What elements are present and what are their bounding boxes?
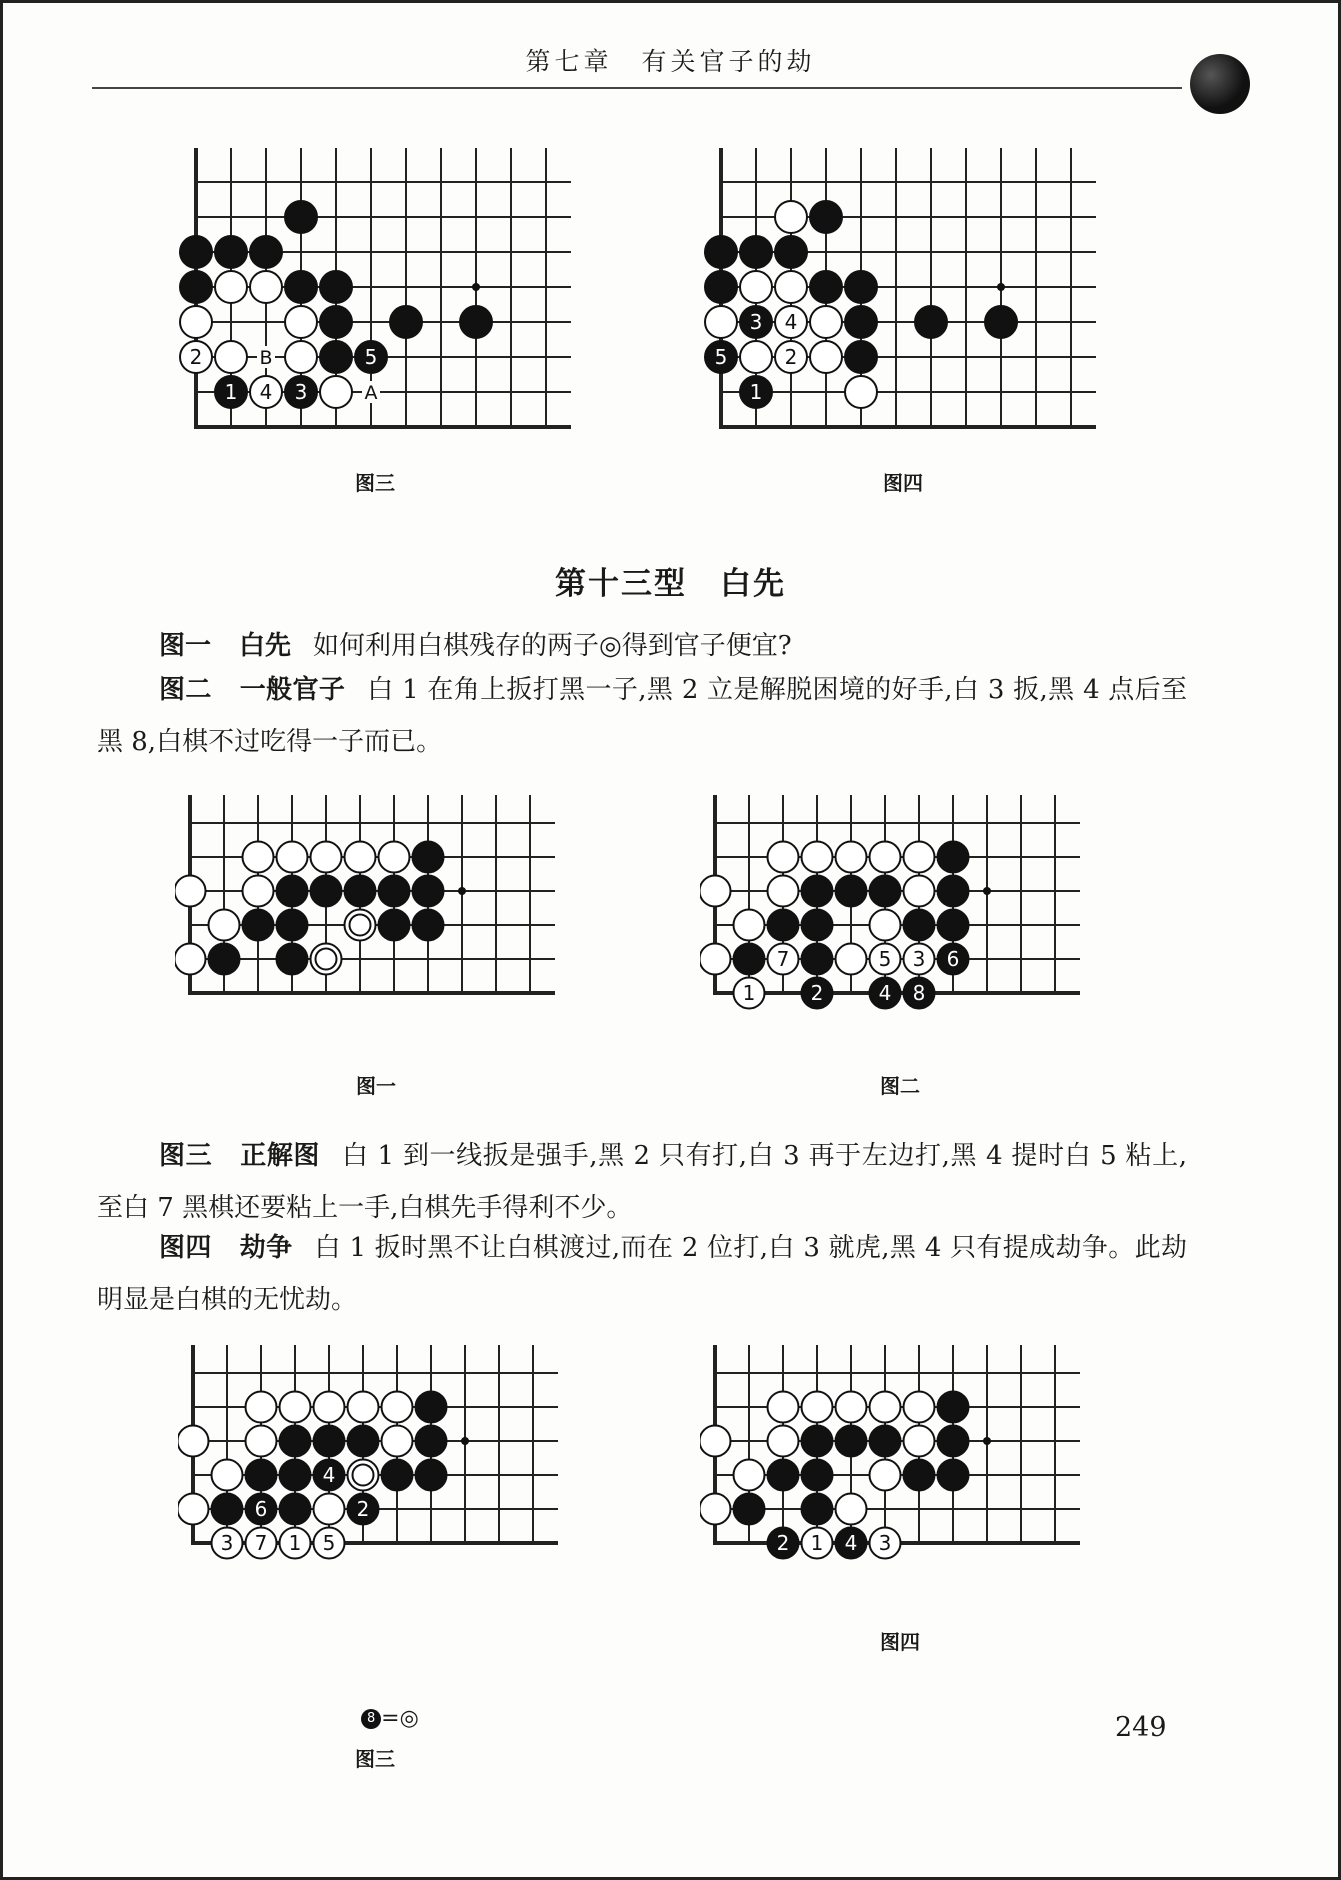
black-stone — [734, 1494, 765, 1525]
black-stone — [985, 306, 1017, 338]
white-stone — [320, 376, 352, 408]
white-stone — [740, 271, 772, 303]
star-point — [472, 283, 480, 291]
paragraph-4-text: 白 1 扳时黑不让白棋渡过,而在 2 位打,白 3 就虎,黑 4 只有提成劫争。此劫明显是白棋的无忧劫。 — [97, 1233, 1187, 1315]
stone-number: 5 — [878, 947, 892, 971]
white-stone — [768, 842, 799, 873]
white-stone — [802, 1392, 833, 1423]
paragraph-3-subtitle: 正解图 — [240, 1141, 321, 1171]
diagram-caption-mid-left: 图一 — [356, 1074, 396, 1098]
white-stone — [180, 306, 212, 338]
white-stone — [243, 876, 274, 907]
black-stone — [810, 201, 842, 233]
black-stone — [348, 1494, 379, 1525]
white-stone — [836, 842, 867, 873]
paragraph-2 — [97, 664, 1187, 768]
stone-number: 3 — [294, 380, 308, 404]
black-stone — [379, 910, 410, 941]
black-stone — [904, 910, 935, 941]
white-stone — [775, 201, 807, 233]
black-stone — [285, 201, 317, 233]
black-stone — [314, 1426, 345, 1457]
white-stone — [246, 1426, 277, 1457]
star-point — [983, 887, 991, 895]
header-rule — [92, 87, 1182, 89]
white-stone — [250, 271, 282, 303]
black-stone — [413, 910, 444, 941]
black-stone — [277, 944, 308, 975]
black-stone — [904, 978, 935, 1009]
white-stone — [810, 341, 842, 373]
black-stone — [314, 1460, 345, 1491]
white-stone — [277, 842, 308, 873]
white-stone — [904, 1392, 935, 1423]
black-stone — [802, 910, 833, 941]
white-stone — [775, 306, 807, 338]
white-stone — [870, 910, 901, 941]
black-stone — [413, 842, 444, 873]
white-stone — [215, 271, 247, 303]
stone-number: 2 — [356, 1497, 370, 1521]
black-stone — [740, 236, 772, 268]
black-stone — [460, 306, 492, 338]
white-stone — [209, 910, 240, 941]
black-stone — [180, 271, 212, 303]
diagram-caption-top-right: 图四 — [883, 471, 923, 495]
running-header: 第七章 有关官子的劫 — [525, 47, 816, 76]
point-label — [362, 381, 380, 404]
white-stone — [700, 944, 731, 975]
stone-number: 5 — [322, 1531, 336, 1555]
black-stone — [802, 944, 833, 975]
white-stone — [904, 1426, 935, 1457]
stone-number: 1 — [810, 1531, 824, 1555]
white-stone — [870, 1528, 901, 1559]
black-stone — [802, 876, 833, 907]
black-stone — [836, 1528, 867, 1559]
stone-number: A — [364, 382, 378, 404]
white-stone — [836, 1494, 867, 1525]
section-title: 第十三型 白先 — [555, 566, 786, 602]
white-stone — [175, 944, 206, 975]
white-stone — [314, 1392, 345, 1423]
black-stone — [870, 876, 901, 907]
black-stone — [390, 306, 422, 338]
star-point — [461, 1437, 469, 1445]
stone-number: 6 — [946, 947, 960, 971]
white-stone — [314, 1528, 345, 1559]
black-stone — [938, 876, 969, 907]
black-stone — [345, 876, 376, 907]
black-stone — [280, 1460, 311, 1491]
black-stone — [280, 1426, 311, 1457]
go-diagram-bottom-left — [178, 1345, 578, 1595]
white-stone — [311, 944, 342, 975]
stone-number: 1 — [749, 380, 763, 404]
paragraph-3-label: 图三 — [159, 1141, 213, 1171]
black-stone — [870, 978, 901, 1009]
black-stone — [938, 1392, 969, 1423]
go-diagram-mid-left — [175, 795, 575, 1045]
star-point — [458, 887, 466, 895]
white-stone — [768, 944, 799, 975]
white-stone — [311, 842, 342, 873]
white-stone — [904, 876, 935, 907]
white-stone — [734, 1460, 765, 1491]
stone-number: 2 — [189, 345, 203, 369]
black-stone — [768, 910, 799, 941]
black-stone — [938, 842, 969, 873]
white-stone — [345, 910, 376, 941]
white-stone — [345, 842, 376, 873]
black-stone — [280, 1494, 311, 1525]
black-stone — [802, 1460, 833, 1491]
white-stone — [740, 341, 772, 373]
white-stone — [180, 341, 212, 373]
stone-number: 5 — [364, 345, 378, 369]
black-stone — [382, 1460, 413, 1491]
paragraph-2-label: 图二 — [159, 675, 212, 705]
white-stone — [845, 376, 877, 408]
stone-number: 4 — [784, 310, 798, 334]
stone-number: 2 — [776, 1531, 790, 1555]
chapter-thumb-tab — [1190, 54, 1250, 114]
black-stone — [209, 944, 240, 975]
stone-number: 2 — [810, 981, 824, 1005]
white-stone — [314, 1494, 345, 1525]
white-stone — [382, 1392, 413, 1423]
white-stone — [734, 978, 765, 1009]
paragraph-3 — [97, 1130, 1187, 1234]
white-stone — [802, 1528, 833, 1559]
white-stone — [250, 376, 282, 408]
paragraph-1-subtitle: 白先 — [239, 631, 292, 661]
black-stone — [845, 306, 877, 338]
black-stone — [938, 1426, 969, 1457]
white-stone — [178, 1494, 209, 1525]
paragraph-4 — [97, 1222, 1187, 1326]
stone-number: 4 — [259, 380, 273, 404]
white-stone — [802, 842, 833, 873]
white-stone — [700, 1494, 731, 1525]
black-stone — [740, 306, 772, 338]
white-stone — [870, 842, 901, 873]
black-stone — [285, 271, 317, 303]
white-stone — [215, 341, 247, 373]
paragraph-3-text: 白 1 到一线扳是强手,黑 2 只有打,白 3 再于左边打,黑 4 提时白 5 粘上,至白 7 黑棋还要粘上一手,白棋先手得利不少。 — [97, 1141, 1187, 1223]
white-stone — [870, 944, 901, 975]
black-stone — [243, 910, 274, 941]
stone-number: 3 — [220, 1531, 234, 1555]
white-stone — [734, 910, 765, 941]
stone-number: 3 — [749, 310, 763, 334]
stone-number: 7 — [254, 1531, 268, 1555]
white-stone — [836, 944, 867, 975]
paragraph-4-subtitle: 劫争 — [239, 1233, 293, 1263]
black-stone — [416, 1392, 447, 1423]
stone-number: 2 — [784, 345, 798, 369]
stone-number: 4 — [844, 1531, 858, 1555]
white-stone — [700, 1426, 731, 1457]
black-stone — [285, 376, 317, 408]
stone-number: 1 — [742, 981, 756, 1005]
black-stone — [215, 376, 247, 408]
white-stone — [870, 1460, 901, 1491]
white-stone — [768, 1426, 799, 1457]
white-stone — [379, 842, 410, 873]
black-stone — [734, 944, 765, 975]
white-stone — [904, 842, 935, 873]
star-point — [997, 283, 1005, 291]
white-stone — [280, 1528, 311, 1559]
white-stone — [775, 271, 807, 303]
paragraph-1-text: 如何利用白棋残存的两子◎得到官子便宜? — [313, 631, 792, 661]
black-stone — [938, 910, 969, 941]
stone-number: 3 — [878, 1531, 892, 1555]
white-stone — [705, 306, 737, 338]
black-stone — [705, 271, 737, 303]
black-stone — [802, 1426, 833, 1457]
white-stone — [700, 876, 731, 907]
stone-number: 4 — [322, 1463, 336, 1487]
white-stone — [348, 1460, 379, 1491]
black-stone-8-icon: 8 — [361, 1709, 381, 1729]
white-stone — [243, 842, 274, 873]
black-stone — [246, 1494, 277, 1525]
go-diagram-bottom-right — [700, 1345, 1100, 1595]
black-stone — [740, 376, 772, 408]
paragraph-2-text: 白 1 在角上扳打黑一子,黑 2 立是解脱困境的好手,白 3 扳,黑 4 点后至黑 8,白棋不过吃得一子而已。 — [97, 675, 1187, 757]
black-stone — [938, 1460, 969, 1491]
black-stone — [320, 271, 352, 303]
diagram-caption-mid-right: 图二 — [880, 1074, 920, 1098]
white-stone — [212, 1528, 243, 1559]
black-stone — [775, 236, 807, 268]
white-stone — [870, 1392, 901, 1423]
paragraph-2-subtitle: 一般官子 — [239, 675, 346, 705]
black-stone — [915, 306, 947, 338]
black-stone — [938, 944, 969, 975]
stone-number: 4 — [878, 981, 892, 1005]
black-stone — [215, 236, 247, 268]
diagram-caption-bottom-right: 图四 — [880, 1630, 920, 1654]
star-point — [983, 1437, 991, 1445]
paragraph-1-label: 图一 — [159, 631, 212, 661]
black-stone — [904, 1460, 935, 1491]
stone-number: 1 — [288, 1531, 302, 1555]
white-stone — [775, 341, 807, 373]
black-stone — [250, 236, 282, 268]
point-label — [257, 346, 275, 369]
black-stone — [348, 1426, 379, 1457]
white-stone — [904, 944, 935, 975]
stone-number: 6 — [254, 1497, 268, 1521]
black-stone — [810, 271, 842, 303]
black-stone — [277, 910, 308, 941]
black-stone — [277, 876, 308, 907]
stone-number: 5 — [714, 345, 728, 369]
white-stone — [178, 1426, 209, 1457]
go-diagram-top-left — [178, 148, 578, 438]
white-stone — [246, 1392, 277, 1423]
black-stone — [802, 978, 833, 1009]
white-stone — [768, 876, 799, 907]
white-stone — [348, 1392, 379, 1423]
black-stone — [836, 876, 867, 907]
white-stone — [768, 1392, 799, 1423]
black-stone — [212, 1494, 243, 1525]
black-stone — [845, 271, 877, 303]
stone-number: 1 — [224, 380, 238, 404]
white-stone — [212, 1460, 243, 1491]
white-stone — [810, 306, 842, 338]
black-stone — [705, 341, 737, 373]
black-stone — [180, 236, 212, 268]
stone-number: 3 — [912, 947, 926, 971]
white-stone — [285, 306, 317, 338]
go-diagram-top-right — [703, 148, 1103, 438]
black-stone — [768, 1460, 799, 1491]
ko-note — [330, 1706, 450, 1731]
black-stone — [416, 1460, 447, 1491]
black-stone — [845, 341, 877, 373]
black-stone — [246, 1460, 277, 1491]
stone-number: B — [259, 347, 273, 369]
white-stone — [382, 1426, 413, 1457]
white-stone — [246, 1528, 277, 1559]
diagram-caption-top-left: 图三 — [355, 471, 395, 495]
black-stone — [320, 341, 352, 373]
black-stone — [413, 876, 444, 907]
black-stone — [802, 1494, 833, 1525]
black-stone — [768, 1528, 799, 1559]
go-diagram-mid-right — [700, 795, 1100, 1045]
stone-number: 8 — [912, 981, 926, 1005]
black-stone — [705, 236, 737, 268]
paragraph-4-label: 图四 — [159, 1233, 212, 1263]
black-stone — [416, 1426, 447, 1457]
white-stone — [285, 341, 317, 373]
white-stone — [280, 1392, 311, 1423]
stone-number: 7 — [776, 947, 790, 971]
black-stone — [870, 1426, 901, 1457]
black-stone — [311, 876, 342, 907]
white-stone — [175, 876, 206, 907]
black-stone — [320, 306, 352, 338]
white-stone — [836, 1392, 867, 1423]
black-stone — [836, 1426, 867, 1457]
page-number: 249 — [1115, 1712, 1167, 1743]
black-stone — [355, 341, 387, 373]
diagram-caption-bottom-left: 图三 — [355, 1747, 395, 1771]
ko-note-equals: =◎ — [381, 1706, 419, 1731]
black-stone — [379, 876, 410, 907]
